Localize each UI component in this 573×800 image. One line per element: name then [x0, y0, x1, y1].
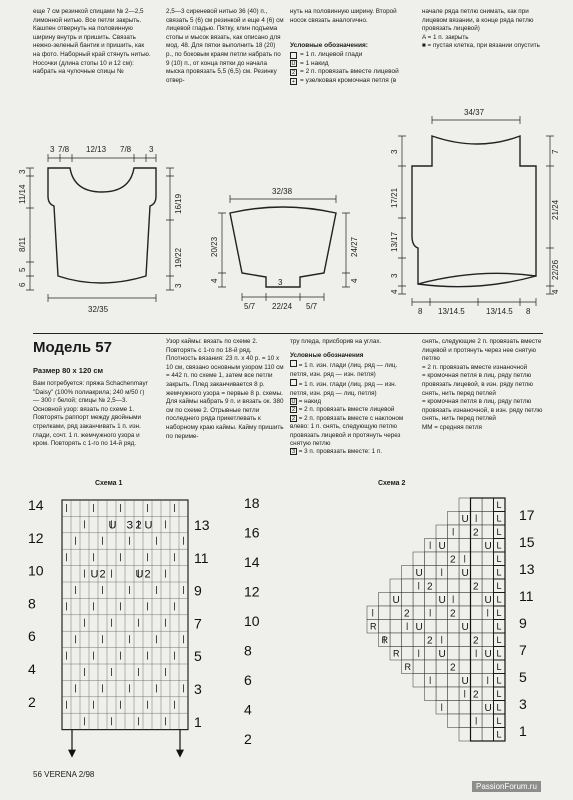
row-number-right: 3 — [519, 696, 527, 712]
scheme-1-title: Схема 1 — [95, 480, 123, 487]
chart-cell — [436, 687, 448, 701]
chart-cell — [448, 633, 460, 647]
stitch-symbol: L — [496, 702, 502, 713]
chart-cell — [471, 498, 483, 512]
stitch-symbol: U — [438, 649, 446, 660]
stitch-symbol: L — [496, 500, 502, 510]
stitch-symbol: U — [484, 595, 492, 606]
chart-cell — [436, 606, 448, 620]
chart-cell — [471, 606, 483, 620]
mid-text-col-3: тру пледа, присборив на углах. — [290, 338, 382, 345]
dress-outline — [48, 168, 156, 283]
chart-cell — [482, 714, 494, 728]
page-footer: 56 VERENA 2/98 — [33, 770, 95, 779]
knit-two-together-icon: 2 — [291, 70, 296, 77]
chart-cell — [379, 620, 391, 634]
legend-title: Условные обозначения — [290, 352, 364, 359]
row-number-right-outer: 2 — [244, 731, 252, 748]
chart-cell — [425, 620, 437, 634]
stitch-symbol: З — [126, 519, 134, 532]
legend-text: = 3 п. провязать вместе: 1 п. — [298, 448, 383, 456]
stitch-symbol: L — [496, 635, 502, 645]
top-text-col-4: начале ряда петлю снимать, как при лицевом вязании, в конце ряда петлю провязать лицевой) A = 1 п. закрыть ■ = пустая клетка, при вязании опустить — [422, 8, 540, 50]
pattern-diagram-pants — [200, 185, 365, 315]
stitch-symbol: U — [461, 676, 469, 687]
dim-label: 5 — [18, 267, 27, 272]
row-number-right: 7 — [194, 615, 202, 632]
chart-cell — [436, 674, 448, 688]
stitch-symbol: L — [496, 540, 502, 551]
chart-cell — [379, 606, 391, 620]
dim-label: 16/19 — [174, 193, 183, 214]
chart-cell — [459, 714, 471, 728]
legend-item — [290, 415, 412, 449]
chart-cell — [436, 660, 448, 674]
top-legend — [290, 42, 408, 86]
stitch-symbol: L — [496, 648, 502, 659]
chart-cell — [390, 606, 402, 620]
chart-cell — [436, 525, 448, 539]
stitch-symbol: L — [496, 527, 502, 537]
stitch-symbol: R — [393, 648, 400, 659]
chart-cell — [482, 687, 494, 701]
row-number-right: 3 — [194, 681, 202, 697]
legend-text: = 2 п. провязать вместе с наклоном влево: 1 п. снять, следующую петлю провязать лицевой и протянуть через снятую петлю — [290, 414, 404, 448]
dim-label: 7 — [551, 149, 560, 154]
chart-cell — [459, 728, 471, 742]
dim-label: 4 — [350, 278, 359, 283]
dim-label: 17/21 — [390, 187, 399, 208]
chart-cell — [448, 674, 460, 688]
repeat-arrow-icon — [68, 750, 76, 758]
stitch-symbol: U — [415, 568, 423, 579]
dim-label: 7/8 — [120, 145, 132, 154]
dim-label: 3 — [50, 145, 55, 154]
dim-label: 4 — [210, 278, 219, 283]
stitch-symbol: U — [415, 622, 423, 633]
stitch-symbol: U — [438, 595, 446, 606]
chart-cell — [448, 512, 460, 526]
chart-cell — [448, 620, 460, 634]
row-number-right: 1 — [194, 713, 202, 730]
dim-label: 22/26 — [551, 259, 560, 280]
dim-label: 3 — [149, 145, 154, 154]
knitting-chart-scheme-1 — [20, 488, 270, 760]
chart-cell — [459, 539, 471, 553]
top-text-col-3: нуть на половинную ширину. Второй носок связать аналогично. — [290, 8, 397, 24]
chart-cell — [448, 701, 460, 715]
row-number-right: 5 — [194, 648, 202, 665]
row-number-right: 7 — [519, 642, 527, 658]
model-title: Модель 57 — [33, 339, 112, 356]
stitch-symbol: 2 — [473, 527, 479, 539]
stitch-symbol: L — [496, 594, 502, 605]
chart-cell — [482, 566, 494, 580]
row-number-left: 14 — [28, 497, 44, 513]
ssk-icon: 2 — [291, 415, 296, 422]
chart-cell — [448, 714, 460, 728]
stitch-symbol: U — [438, 541, 446, 552]
legend-item — [290, 77, 408, 86]
row-number-right: 11 — [194, 549, 209, 566]
legend-item — [290, 68, 408, 77]
mid-legend — [290, 352, 412, 457]
row-number-left: 4 — [28, 661, 36, 677]
stitch-symbol: L — [496, 581, 502, 591]
stitch-symbol: 2 — [427, 635, 433, 647]
stitch-symbol: 2 — [427, 581, 433, 593]
legend-text: = 1 накид — [300, 59, 329, 67]
stitch-symbol: U — [461, 514, 469, 525]
row-number-right: 15 — [519, 534, 535, 550]
chart-cell — [448, 566, 460, 580]
chart-cell — [402, 647, 414, 661]
mid-text-col-2: Узор каймы: вязать по схеме 2. Повторять с 1-го по 18-й ряд. Плотность вязания: 23 п. х 40 р. = 10 х 10 см, связано основным узором 110 см = 442 п. по схеме 1, затем все петли закрыть. Плед заканчивается 8 р. жемчужного узора = первые 8 р. схемы. Для каймы набрать 9 п. и вязать ок. 380 см по схеме 2. Отрывные петли последнего ряда прикетлевать к наборному краю каймы. Кайму пришить по периме- — [166, 338, 284, 440]
chart-cell — [425, 687, 437, 701]
stitch-symbol: 2 — [473, 635, 479, 647]
chart-cell — [425, 660, 437, 674]
chart-cell — [448, 687, 460, 701]
chart-cell — [436, 552, 448, 566]
legend-text: = 1 п. изн. глади (лиц. ряд — изн. петля, изн. ряд — лиц. петля) — [290, 381, 397, 397]
row-number-right-outer: 8 — [244, 642, 252, 659]
chart-cell — [390, 579, 402, 593]
chart-cell — [471, 660, 483, 674]
chart-cell — [402, 633, 414, 647]
stitch-symbol: U — [484, 649, 492, 660]
dim-label: 13/17 — [390, 231, 399, 252]
chart-cell — [425, 552, 437, 566]
knit-three-together-icon: 3 — [291, 449, 296, 456]
row-number-right: 13 — [519, 561, 535, 577]
dim-label: 21/24 — [551, 199, 560, 220]
stitch-symbol: R — [381, 635, 388, 645]
pattern-diagram-jacket — [390, 108, 560, 318]
chart-cell — [471, 566, 483, 580]
chart-cell — [471, 674, 483, 688]
dim-label: 12/13 — [86, 145, 107, 154]
stitch-symbol: 2 — [473, 581, 479, 593]
chart-cell — [459, 498, 471, 512]
mid-text-col-1: Вам потребуется: пряжа Schachenmayr "Daisy" (100% полиакрила; 240 м/50 г) — 300 г белой; спицы № 2,5—3. Основной узор: вязать по схеме 1. Повторять раппорт между двойными стрелками, ряд заканчивать 1 п. изн. глади, сочт. 1 п. жемчужного узора и кром. Повторять с 1-го по 14-й ряд. — [33, 380, 148, 448]
chart-cell — [402, 579, 414, 593]
stitch-symbol: U — [108, 519, 117, 532]
stitch-symbol: L — [496, 608, 502, 618]
dim-label: 8/11 — [18, 237, 27, 252]
dim-label: 13/14.5 — [438, 307, 465, 316]
chart-cell — [482, 498, 494, 512]
chart-cell — [482, 512, 494, 526]
purl-stitch-icon — [290, 360, 297, 367]
row-number-right-outer: 12 — [244, 583, 260, 600]
chart-cell — [482, 660, 494, 674]
top-text-col-1: еще 7 см резинкой спицами № 2—2,5 лимонной нитью. Все петли закрыть. Кашпен отвернуть на половинную ширину внутрь и пришить. Связать нежно-зеленый бантик и пришить, как на фото. Наборный край стянуть нитью. Носочки (длина стопы 10 и 12 см): набрать на чулочные спицы № — [33, 8, 151, 76]
chart-cell — [448, 579, 460, 593]
pattern-diagram-dress — [10, 140, 185, 315]
legend-title: Условные обозначения: — [290, 42, 368, 49]
legend-item — [290, 360, 412, 379]
chart-cell — [459, 579, 471, 593]
chart-cell — [459, 660, 471, 674]
stitch-symbol: 2 — [473, 689, 479, 701]
stitch-symbol: U — [90, 568, 99, 581]
stitch-symbol: U — [135, 568, 144, 581]
dim-label: 32/35 — [88, 305, 109, 314]
stitch-symbol: L — [496, 567, 502, 578]
row-number-left: 12 — [28, 529, 44, 546]
chart-cell — [471, 539, 483, 553]
row-number-right: 13 — [194, 517, 210, 533]
chart-cell — [482, 579, 494, 593]
knitting-chart-scheme-2 — [300, 486, 555, 761]
stitch-symbol: L — [496, 729, 502, 740]
legend-text: = 2 п. провязать вместе лицевой — [300, 68, 399, 76]
stitch-symbol: L — [496, 513, 502, 524]
chart-cell — [425, 566, 437, 580]
legend-text: = узелковая кромочная петля (в — [300, 77, 397, 85]
dim-label: 13/14.5 — [486, 307, 513, 316]
stitch-symbol: U — [484, 541, 492, 552]
chart-cell — [413, 660, 425, 674]
chart-cell — [482, 525, 494, 539]
row-number-right: 9 — [194, 582, 202, 599]
row-number-right: 5 — [519, 669, 527, 685]
row-number-right-outer: 4 — [244, 701, 252, 718]
stitch-symbol: L — [496, 621, 502, 632]
dim-label: 8 — [526, 307, 531, 316]
stitch-symbol: L — [496, 662, 502, 672]
chart-cell — [459, 606, 471, 620]
chart-cell — [482, 552, 494, 566]
row-number-right-outer: 16 — [244, 524, 260, 541]
knit-two-together-icon: 2 — [291, 407, 296, 414]
stitch-symbol: R — [370, 621, 377, 632]
row-number-right-outer: 6 — [244, 672, 252, 689]
chart-cell — [413, 552, 425, 566]
dim-label: 34/37 — [464, 108, 485, 117]
chart-cell — [413, 593, 425, 607]
chart-cell — [425, 593, 437, 607]
chart-cell — [436, 579, 448, 593]
stitch-symbol: R — [404, 662, 411, 672]
dim-label: 11/14 — [18, 184, 27, 204]
chart-cell — [471, 552, 483, 566]
row-number-right-outer: 14 — [244, 554, 260, 571]
row-number-right-outer: 18 — [244, 495, 260, 511]
stitch-symbol: 2 — [450, 662, 456, 674]
row-number-right-outer: 10 — [244, 613, 260, 630]
knit-stitch-icon — [290, 379, 297, 386]
row-number-left: 2 — [28, 693, 36, 710]
chart-cell — [390, 633, 402, 647]
legend-text: = накид — [298, 398, 322, 406]
row-number-right: 1 — [519, 723, 527, 739]
dim-label: 3 — [390, 149, 399, 154]
legend-item — [290, 448, 412, 456]
chart-cell — [436, 620, 448, 634]
stitch-symbol: 2 — [135, 519, 142, 532]
chart-cell — [459, 701, 471, 715]
scheme-2-title: Схема 2 — [378, 480, 406, 487]
row-number-left: 8 — [28, 595, 36, 612]
stitch-symbol: U — [144, 519, 153, 532]
row-number-left: 6 — [28, 628, 36, 645]
stitch-symbol: 2 — [144, 568, 151, 581]
dim-label: 3 — [390, 273, 399, 278]
stitch-symbol: 2 — [450, 608, 456, 620]
yarn-over-icon: U — [291, 399, 296, 406]
stitch-symbol: 2 — [450, 554, 456, 566]
stitch-symbol: 2 — [99, 568, 106, 581]
mid-text-col-4: снять, следующие 2 п. провязать вместе лицевой и протянуть через нее снятую петлю = 2 п. провязать вместе изнаночной = кромочная петля в лиц. ряду петлю провязать лицевой, в изн. ряду петлю снять, нить перед петлей = кромочная петля в лиц. ряду петлю провязать изнаночной, в изн. ряду петлю снять, нить перед петлей MM = средняя петля — [422, 338, 543, 431]
dim-label: 22/24 — [272, 302, 293, 311]
row-number-right: 17 — [519, 507, 535, 523]
dim-label: 3 — [174, 283, 183, 288]
chart-cell — [448, 647, 460, 661]
stitch-symbol: L — [496, 554, 502, 564]
chart-cell — [482, 633, 494, 647]
dim-label: 5/7 — [244, 302, 256, 311]
model-size: Размер 80 х 120 см — [33, 366, 104, 375]
chart-cell — [471, 620, 483, 634]
legend-item — [290, 379, 412, 398]
chart-cell — [413, 633, 425, 647]
chart-cell — [482, 728, 494, 742]
stitch-symbol: U — [392, 595, 400, 606]
legend-text: = 1 п. лицевой глади — [300, 50, 363, 58]
chart-cell — [459, 525, 471, 539]
dim-label: 4 — [551, 289, 560, 294]
legend-text: = 2 п. провязать вместе лицевой — [298, 406, 395, 414]
dim-label: 24/27 — [350, 236, 359, 257]
dim-label: 7/8 — [58, 145, 70, 154]
chart-cell — [379, 593, 391, 607]
stitch-symbol: L — [496, 716, 502, 726]
stitch-symbol: U — [461, 622, 469, 633]
dim-label: 5/7 — [306, 302, 318, 311]
row-number-right: 11 — [519, 588, 534, 604]
chart-cell — [459, 593, 471, 607]
dim-label: 6 — [18, 282, 27, 287]
top-text-col-2: 2,5—3 сиреневой нитью 36 (40) п., связать 5 (6) см резинкой и еще 4 (6) см лицевой гладью. Пятку, клин подъема стопы и мысок вязать, как описано для мод. 48. Для пятки выполнить 18 (20) р., по боковым краям петли набрать по 9 (10) п., от конца пятки до начала мыска провязать 5,5 (6,5) см. Резинку отвер- — [166, 8, 284, 84]
chart-cell — [448, 539, 460, 553]
chart-cell — [471, 593, 483, 607]
dim-label: 8 — [418, 307, 423, 316]
stitch-symbol: L — [496, 675, 502, 686]
dim-label: 3 — [278, 278, 283, 287]
chart-cell — [471, 728, 483, 742]
chart-cell — [425, 647, 437, 661]
chart-cell — [402, 593, 414, 607]
legend-text: = 1 п. изн. глади (лиц. ряд — лиц. петля, изн. ряд — изн. петля) — [290, 362, 398, 378]
dim-label: 3 — [18, 169, 27, 174]
legend-item — [290, 51, 408, 60]
chart-cell — [413, 674, 425, 688]
dim-label: 32/38 — [272, 187, 293, 196]
dim-label: 19/22 — [174, 247, 183, 268]
section-divider — [33, 333, 543, 334]
chart-cell — [390, 620, 402, 634]
chart-cell — [459, 633, 471, 647]
repeat-arrow-icon — [176, 750, 184, 758]
yarn-over-icon: U — [291, 61, 296, 68]
stitch-symbol: 2 — [404, 608, 410, 620]
stitch-symbol: U — [461, 568, 469, 579]
chart-cell — [482, 620, 494, 634]
row-number-left: 10 — [28, 562, 44, 579]
edge-stitch-icon: + — [291, 79, 296, 86]
chart-cell — [459, 647, 471, 661]
chart-cell — [471, 701, 483, 715]
row-number-right: 9 — [519, 615, 527, 631]
chart-cell — [413, 606, 425, 620]
legend-item — [290, 406, 412, 414]
dim-label: 4 — [390, 289, 399, 294]
pants-outline — [230, 207, 336, 287]
chart-cell — [402, 566, 414, 580]
dim-label: 20/23 — [210, 236, 219, 257]
jacket-outline — [412, 136, 536, 284]
stitch-symbol-icon — [290, 52, 297, 59]
stitch-symbol: L — [496, 689, 502, 699]
stitch-symbol: U — [484, 703, 492, 714]
site-watermark: PassionForum.ru — [472, 781, 541, 792]
